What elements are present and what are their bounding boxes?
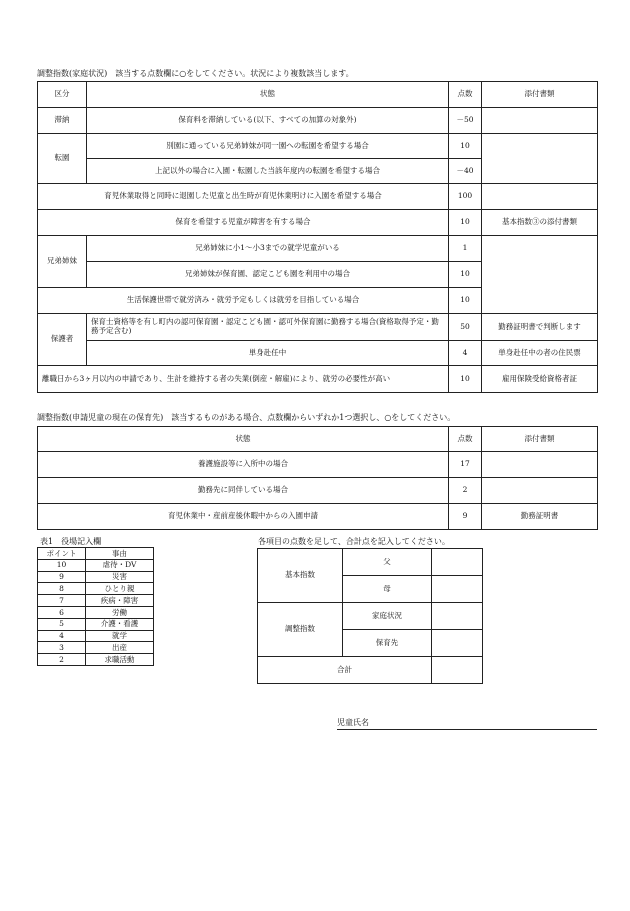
header-point: ポイント — [38, 548, 86, 560]
mother-score-input[interactable] — [432, 576, 483, 603]
point-cell: 4 — [38, 630, 86, 642]
family-adjust-table — [37, 81, 598, 393]
nursery-label: 保育先 — [343, 630, 432, 657]
office-use-table — [37, 547, 154, 666]
point-cell: 5 — [38, 618, 86, 630]
table1-caption: 表1 役場記入欄 — [40, 537, 102, 546]
header-docs: 添付書類 — [482, 82, 598, 108]
state-cell: 保育士資格等を有し町内の認可保育園・認定こども園・認可外保育園に勤務する場合(資格取得予定・勤務予定含む) — [87, 314, 449, 341]
points-cell[interactable]: 50 — [449, 314, 482, 341]
state-cell: 勤務先に同伴している場合 — [38, 478, 449, 504]
state-cell: 上記以外の場合に入園・転園した当該年度内の転園を希望する場合 — [87, 159, 449, 184]
header-reason: 事由 — [86, 548, 154, 560]
header-category: 区分 — [38, 82, 87, 108]
child-name-field[interactable] — [337, 717, 597, 730]
state-cell: 離職日から3ヶ月以内の申請であり、生計を維持する者の失業(倒産・解雇)により、就労の必要性が高い — [38, 366, 449, 393]
sum-label: 合計 — [258, 657, 432, 684]
state-cell: 兄弟姉妹が保育園、認定こども園を利用中の場合 — [87, 262, 449, 288]
sum-score-input[interactable] — [432, 657, 483, 684]
points-cell[interactable]: 17 — [449, 452, 482, 478]
nursery-adjust-table — [37, 426, 598, 530]
family-label: 家庭状況 — [343, 603, 432, 630]
reason-cell: 介護・看護 — [86, 618, 154, 630]
state-cell: 別園に通っている兄弟姉妹が同一園への転園を希望する場合 — [87, 134, 449, 159]
state-cell: 保育料を滞納している(以下、すべての加算の対象外) — [87, 108, 449, 134]
docs-cell — [482, 452, 598, 478]
header-docs: 添付書類 — [482, 427, 598, 452]
points-cell[interactable]: 10 — [449, 262, 482, 288]
header-points: 点数 — [449, 82, 482, 108]
docs-cell — [482, 184, 598, 210]
points-cell[interactable]: 10 — [449, 288, 482, 314]
state-cell: 養護施設等に入所中の場合 — [38, 452, 449, 478]
points-cell[interactable]: 2 — [449, 478, 482, 504]
points-cell[interactable]: 10 — [449, 134, 482, 159]
nursery-score-input[interactable] — [432, 630, 483, 657]
docs-cell: 基本指数③の添付書類 — [482, 210, 598, 236]
docs-cell — [482, 478, 598, 504]
adjust-index-label: 調整指数 — [258, 603, 343, 657]
reason-cell: 労働 — [86, 606, 154, 618]
header-state: 状態 — [38, 427, 449, 452]
point-cell: 10 — [38, 559, 86, 571]
points-cell[interactable]: 10 — [449, 366, 482, 393]
total-score-table — [257, 548, 483, 684]
state-cell: 育児休業取得と同時に退園した児童と出生時が育児休業明けに入園を希望する場合 — [38, 184, 449, 210]
reason-cell: 就学 — [86, 630, 154, 642]
points-cell[interactable]: 100 — [449, 184, 482, 210]
father-label: 父 — [343, 549, 432, 576]
reason-cell: ひとり親 — [86, 583, 154, 595]
reason-cell: 災害 — [86, 571, 154, 583]
category-arrears: 滞納 — [38, 108, 87, 134]
mother-label: 母 — [343, 576, 432, 603]
point-cell: 2 — [38, 654, 86, 666]
reason-cell: 求職活動 — [86, 654, 154, 666]
family-score-input[interactable] — [432, 603, 483, 630]
docs-cell: 勤務証明書 — [482, 504, 598, 530]
header-state: 状態 — [87, 82, 449, 108]
state-cell: 生活保護世帯で就労済み・就労予定もしくは就労を目指している場合 — [38, 288, 449, 314]
state-cell: 育児休業中・産前産後休暇中からの入園申請 — [38, 504, 449, 530]
header-points: 点数 — [449, 427, 482, 452]
category-siblings: 兄弟姉妹 — [38, 236, 87, 288]
section1-caption: 調整指数(家庭状況) 該当する点数欄に○をしてください。状況により複数該当します。 — [37, 69, 354, 78]
point-cell: 3 — [38, 642, 86, 654]
total-caption: 各項目の点数を足して、合計点を記入してください。 — [258, 537, 450, 546]
points-cell[interactable]: 4 — [449, 341, 482, 366]
points-cell[interactable]: －50 — [449, 108, 482, 134]
child-name-label: 児童氏名 — [337, 718, 369, 727]
point-cell: 8 — [38, 583, 86, 595]
points-cell[interactable]: 1 — [449, 236, 482, 262]
basic-index-label: 基本指数 — [258, 549, 343, 603]
point-cell: 9 — [38, 571, 86, 583]
docs-cell: 雇用保険受給資格者証 — [482, 366, 598, 393]
category-guardian: 保護者 — [38, 314, 87, 366]
points-cell[interactable]: 9 — [449, 504, 482, 530]
category-transfer: 転園 — [38, 134, 87, 184]
points-cell[interactable]: －40 — [449, 159, 482, 184]
docs-cell: 勤務証明書で判断します — [482, 314, 598, 341]
point-cell: 7 — [38, 595, 86, 607]
reason-cell: 虐待・DV — [86, 559, 154, 571]
docs-cell — [482, 108, 598, 134]
state-cell: 保育を希望する児童が障害を有する場合 — [38, 210, 449, 236]
reason-cell: 出産 — [86, 642, 154, 654]
points-cell[interactable]: 10 — [449, 210, 482, 236]
point-cell: 6 — [38, 606, 86, 618]
reason-cell: 疾病・障害 — [86, 595, 154, 607]
father-score-input[interactable] — [432, 549, 483, 576]
docs-cell — [482, 134, 598, 184]
section2-caption: 調整指数(申請児童の現在の保育先) 該当するものがある場合、点数欄からいずれか1つ選択し、○をしてください。 — [37, 413, 456, 422]
state-cell: 単身赴任中 — [87, 341, 449, 366]
state-cell: 兄弟姉妹に小1～小3までの就学児童がいる — [87, 236, 449, 262]
docs-cell: 単身赴任中の者の住民票 — [482, 341, 598, 366]
docs-cell — [482, 236, 598, 314]
